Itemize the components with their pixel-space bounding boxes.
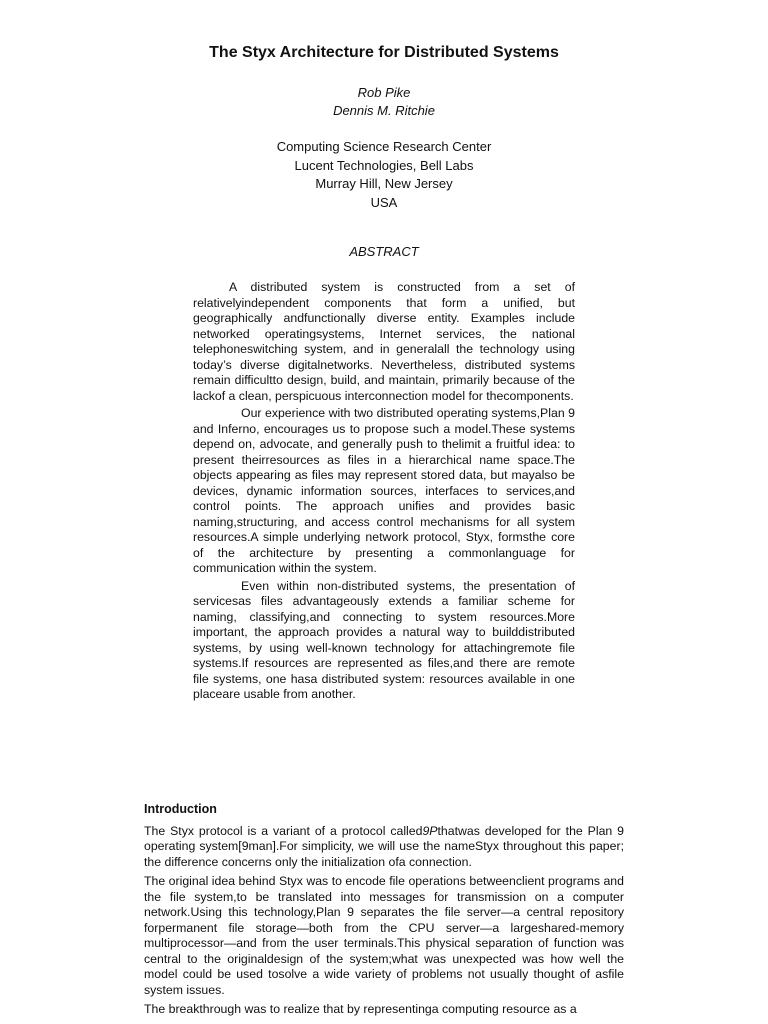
author-name: Rob Pike xyxy=(357,85,411,100)
affiliation-line: USA xyxy=(370,194,398,210)
body-paragraph: The original idea behind Styx was to encode file operations betweenclient programs and the file system,to be translated into messages for transmission on a computer network.Using this technology,Plan 9 separates the file server—a central repository forpermanent file storage—both from the CPU server—a largeshared-memory multiprocessor—and from the user terminals.This physical separation of function was central to the originaldesign of the system;what was unexpected was how well the model could be used tosolve a wide variety of problems not usually thought of asfile system issues. xyxy=(144,874,624,997)
text-run: thatwas developed for the Plan 9 operating system[9man].For simplicity, we will use the nameStyx throughout this paper; the difference concerns only the initialization ofa connection. xyxy=(144,823,624,869)
affiliation-line: Lucent Technologies, Bell Labs xyxy=(294,157,474,173)
section-heading: Introduction xyxy=(144,802,217,816)
abstract-paragraph: Our experience with two distributed operating systems,Plan 9 and Inferno, encourages us to propose such a model.These systems depend on, advocate, and generally push to thelimit a fruitful idea: to present theirresources as files in a hierarchical name space.The objects appearing as files may represent stored data, but mayalso be devices, dynamic information sources, interfaces to services,and control points. The approach unifies and provides basic naming,structuring, and access control mechanisms for all system resources.A simple underlying network protocol, Styx, formsthe core of the architecture by presenting a commonlanguage for communication within the system. xyxy=(193,406,575,575)
affiliation-block xyxy=(0,138,768,212)
affiliation-line: Murray Hill, New Jersey xyxy=(315,176,453,191)
text-run: The Styx protocol is a variant of a protocol called xyxy=(144,823,423,838)
body-paragraph xyxy=(144,824,624,871)
body-paragraph: The breakthrough was to realize that by representinga computing resource as a xyxy=(144,1002,577,1016)
affiliation-line: Computing Science Research Center xyxy=(276,139,492,154)
abstract-paragraph: Even within non-distributed systems, the presentation of servicesas files advantageously extends a familiar scheme for naming, classifying,and connecting to system resources.More important, the approach provides a natural way to builddistributed systems, by using well-known technology for attachingremote file systems.If resources are represented as files,and there are remote file systems, one hasa distributed system: resources available in one placeare usable from another. xyxy=(193,578,575,701)
author-name: Dennis M. Ritchie xyxy=(333,103,435,118)
abstract-body xyxy=(193,280,575,705)
introduction-section xyxy=(144,802,624,1022)
abstract-heading: ABSTRACT xyxy=(349,244,419,259)
protocol-name-italic: 9P xyxy=(422,823,438,838)
author-list xyxy=(0,84,768,120)
paper-title: The Styx Architecture for Distributed Systems xyxy=(209,44,559,61)
abstract-paragraph: A distributed system is constructed from a set of relativelyindependent components that form a unified, but geographically andfunctionally diverse entity. Examples include networked operatingsystems, Internet services, the national telephoneswitching system, and in generalall the technology using today’s diverse digitalnetworks. Nevertheless, distributed systems remain difficultto design, build, and maintain, primarily because of the lackof a clean, perspicuous interconnection model for thecomponents. xyxy=(193,280,575,403)
